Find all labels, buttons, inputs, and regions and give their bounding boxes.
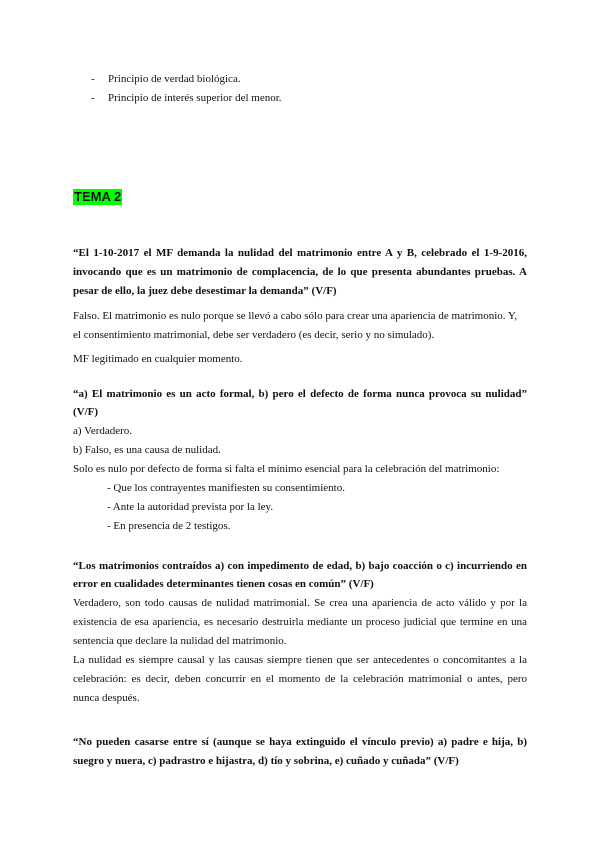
list-item: - En presencia de 2 testigos.: [107, 520, 231, 532]
answer-note: MF legitimado en cualquier momento.: [73, 353, 243, 365]
answer-line: existencia de esa apariencia, es necesario destruirla mediante un proceso judicial que termine en una: [73, 616, 527, 628]
question-line: (V/F): [73, 406, 99, 418]
question-line: “El 1-10-2017 el MF demanda la nulidad del matrimonio entre A y B, celebrado el 1-9-2016,: [73, 247, 527, 259]
section-heading: TEMA 2: [74, 189, 122, 204]
answer-line: nunca después.: [73, 692, 140, 704]
answer-line: sentencia que declare la nulidad del matrimonio.: [73, 635, 287, 647]
answer-line: a) Verdadero.: [73, 425, 133, 437]
answer-line: Solo es nulo por defecto de forma si falta el mínimo esencial para la celebración del matrimonio:: [73, 463, 500, 475]
question-line: “a) El matrimonio es un acto formal, b) pero el defecto de forma nunca provoca su nulidad”: [73, 388, 527, 400]
bullet-dash: -: [91, 92, 95, 104]
question-line: pesar de ello, la juez debe desestimar la demanda” (V/F): [73, 285, 337, 297]
question-line: “No pueden casarse entre sí (aunque se haya extinguido el vínculo previo) a) padre e hija, b): [73, 736, 527, 748]
answer-line: Verdadero, son todo causas de nulidad matrimonial. Se crea una apariencia de acto válido y por la: [73, 597, 527, 609]
question-line: error en cualidades determinantes tienen cosas en común” (V/F): [73, 578, 374, 590]
bullet-item: Principio de interés superior del menor.: [108, 92, 282, 104]
question-line: “Los matrimonios contraídos a) con impedimento de edad, b) bajo coacción o c) incurriendo en: [73, 560, 527, 572]
bullet-item: Principio de verdad biológica.: [108, 73, 241, 85]
answer-line: celebración: es decir, deben concurrir en el momento de la celebración matrimonial o antes, pero: [73, 673, 527, 685]
list-item: - Que los contrayentes manifiesten su consentimiento.: [107, 482, 345, 494]
list-item: - Ante la autoridad prevista por la ley.: [107, 501, 274, 513]
answer-line: b) Falso, es una causa de nulidad.: [73, 444, 221, 456]
answer-line: Falso. El matrimonio es nulo porque se llevó a cabo sólo para crear una apariencia de matrimonio. Y,: [73, 310, 518, 322]
question-line: invocando que es un matrimonio de complacencia, de lo que presenta abundantes pruebas. A: [73, 266, 527, 278]
answer-line: La nulidad es siempre causal y las causas siempre tienen que ser antecedentes o concomitantes a la: [73, 654, 527, 666]
answer-line: el consentimiento matrimonial, debe ser verdadero (es decir, serio y no simulado).: [73, 329, 435, 341]
bullet-dash: -: [91, 73, 95, 85]
question-line: suegro y nuera, c) padrastro e hijastra, d) tío y sobrina, e) cuñado y cuñada” (V/F): [73, 755, 459, 767]
